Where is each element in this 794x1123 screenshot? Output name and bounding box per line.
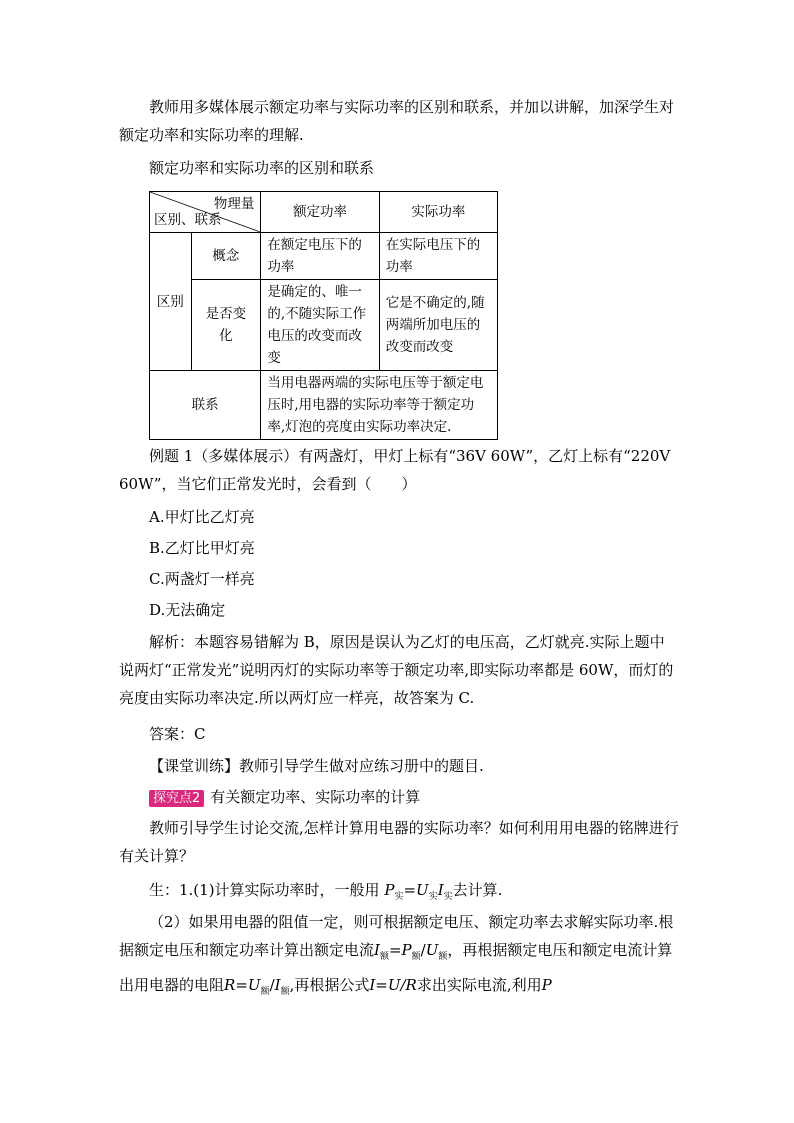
corner-top-label: 物理量: [213, 196, 255, 212]
option-b: B.乙灯比甲灯亮: [149, 539, 255, 557]
intro-paragraph: 教师用多媒体展示额定功率与实际功率的区别和联系，并加以讲解，加深学生对额定功率和实际功率的理解.: [119, 98, 675, 144]
paragraph-2: （2）如果用电器的阻值一定，则可根据额定电压、额定功率去求解实际功率.根据额定电压和额定功率计算出额定电流$I_额=P_额/U_额$，再根据额定电压和额定电流计算出用电器的电阻$R=U_额/I_额$,再根据公式I=U/R求出实际电流,利用P: [119, 913, 674, 997]
option-c: C.两盏灯一样亮: [149, 570, 255, 588]
header-actual-power: 实际功率: [379, 192, 497, 233]
section2-heading: [149, 783, 420, 811]
change-rated: 是确定的、唯一的,不随实际工作电压的改变而改变: [261, 280, 379, 371]
example-question: 例题 1（多媒体展示）有两盏灯，甲灯上标有“36V 60W”，乙灯上标有“220V 60W”，当它们正常发光时，会看到（ ）: [119, 447, 671, 493]
answer-line: 答案：C: [149, 725, 206, 743]
section-badge: 探究点2: [149, 790, 204, 807]
comparison-table: [149, 191, 498, 440]
s1-prefix: 生：1.(1)计算实际功率时，一般用: [149, 881, 380, 899]
concept-actual: 在实际电压下的功率: [379, 233, 497, 280]
option-a: A.甲灯比乙灯亮: [149, 508, 255, 526]
table-title: 额定功率和实际功率的区别和联系: [149, 159, 375, 177]
row-relation-label: 联系: [150, 371, 261, 440]
row-change-label: 是否变化: [191, 280, 261, 371]
classroom-training: 【课堂训练】教师引导学生做对应练习册中的题目.: [149, 757, 484, 775]
table-corner-cell: [150, 192, 261, 233]
change-actual: 它是不确定的,随两端所加电压的改变而改变: [379, 280, 497, 371]
formula-p-actual: $P_实=U_实I_实$: [384, 881, 453, 902]
corner-bottom-label: 区别、联系: [154, 212, 222, 228]
relation-text: 当用电器两端的实际电压等于额定电压时,用电器的实际功率等于额定功率,灯泡的亮度由实际功率决定.: [261, 371, 498, 440]
row-concept-label: 概念: [191, 233, 261, 280]
s1-suffix: 去计算.: [452, 881, 503, 899]
concept-rated: 在额定电压下的功率: [261, 233, 379, 280]
discussion-paragraph: 教师引导学生讨论交流,怎样计算用电器的实际功率？如何利用用电器的铭牌进行有关计算？: [119, 819, 679, 865]
group-difference: 区别: [150, 233, 192, 371]
analysis-paragraph: 解析：本题容易错解为 B，原因是误认为乙灯的电压高，乙灯就亮.实际上题中说两灯“正常发光”说明丙灯的实际功率等于额定功率,即实际功率都是 60W，而灯的亮度由实际功率决定.所以两灯应一样亮，故答案为 C.: [119, 633, 674, 707]
student-line-1: [149, 876, 502, 911]
option-d: D.无法确定: [149, 601, 226, 619]
header-rated-power: 额定功率: [261, 192, 379, 233]
section2-title: 有关额定功率、实际功率的计算: [210, 788, 421, 806]
